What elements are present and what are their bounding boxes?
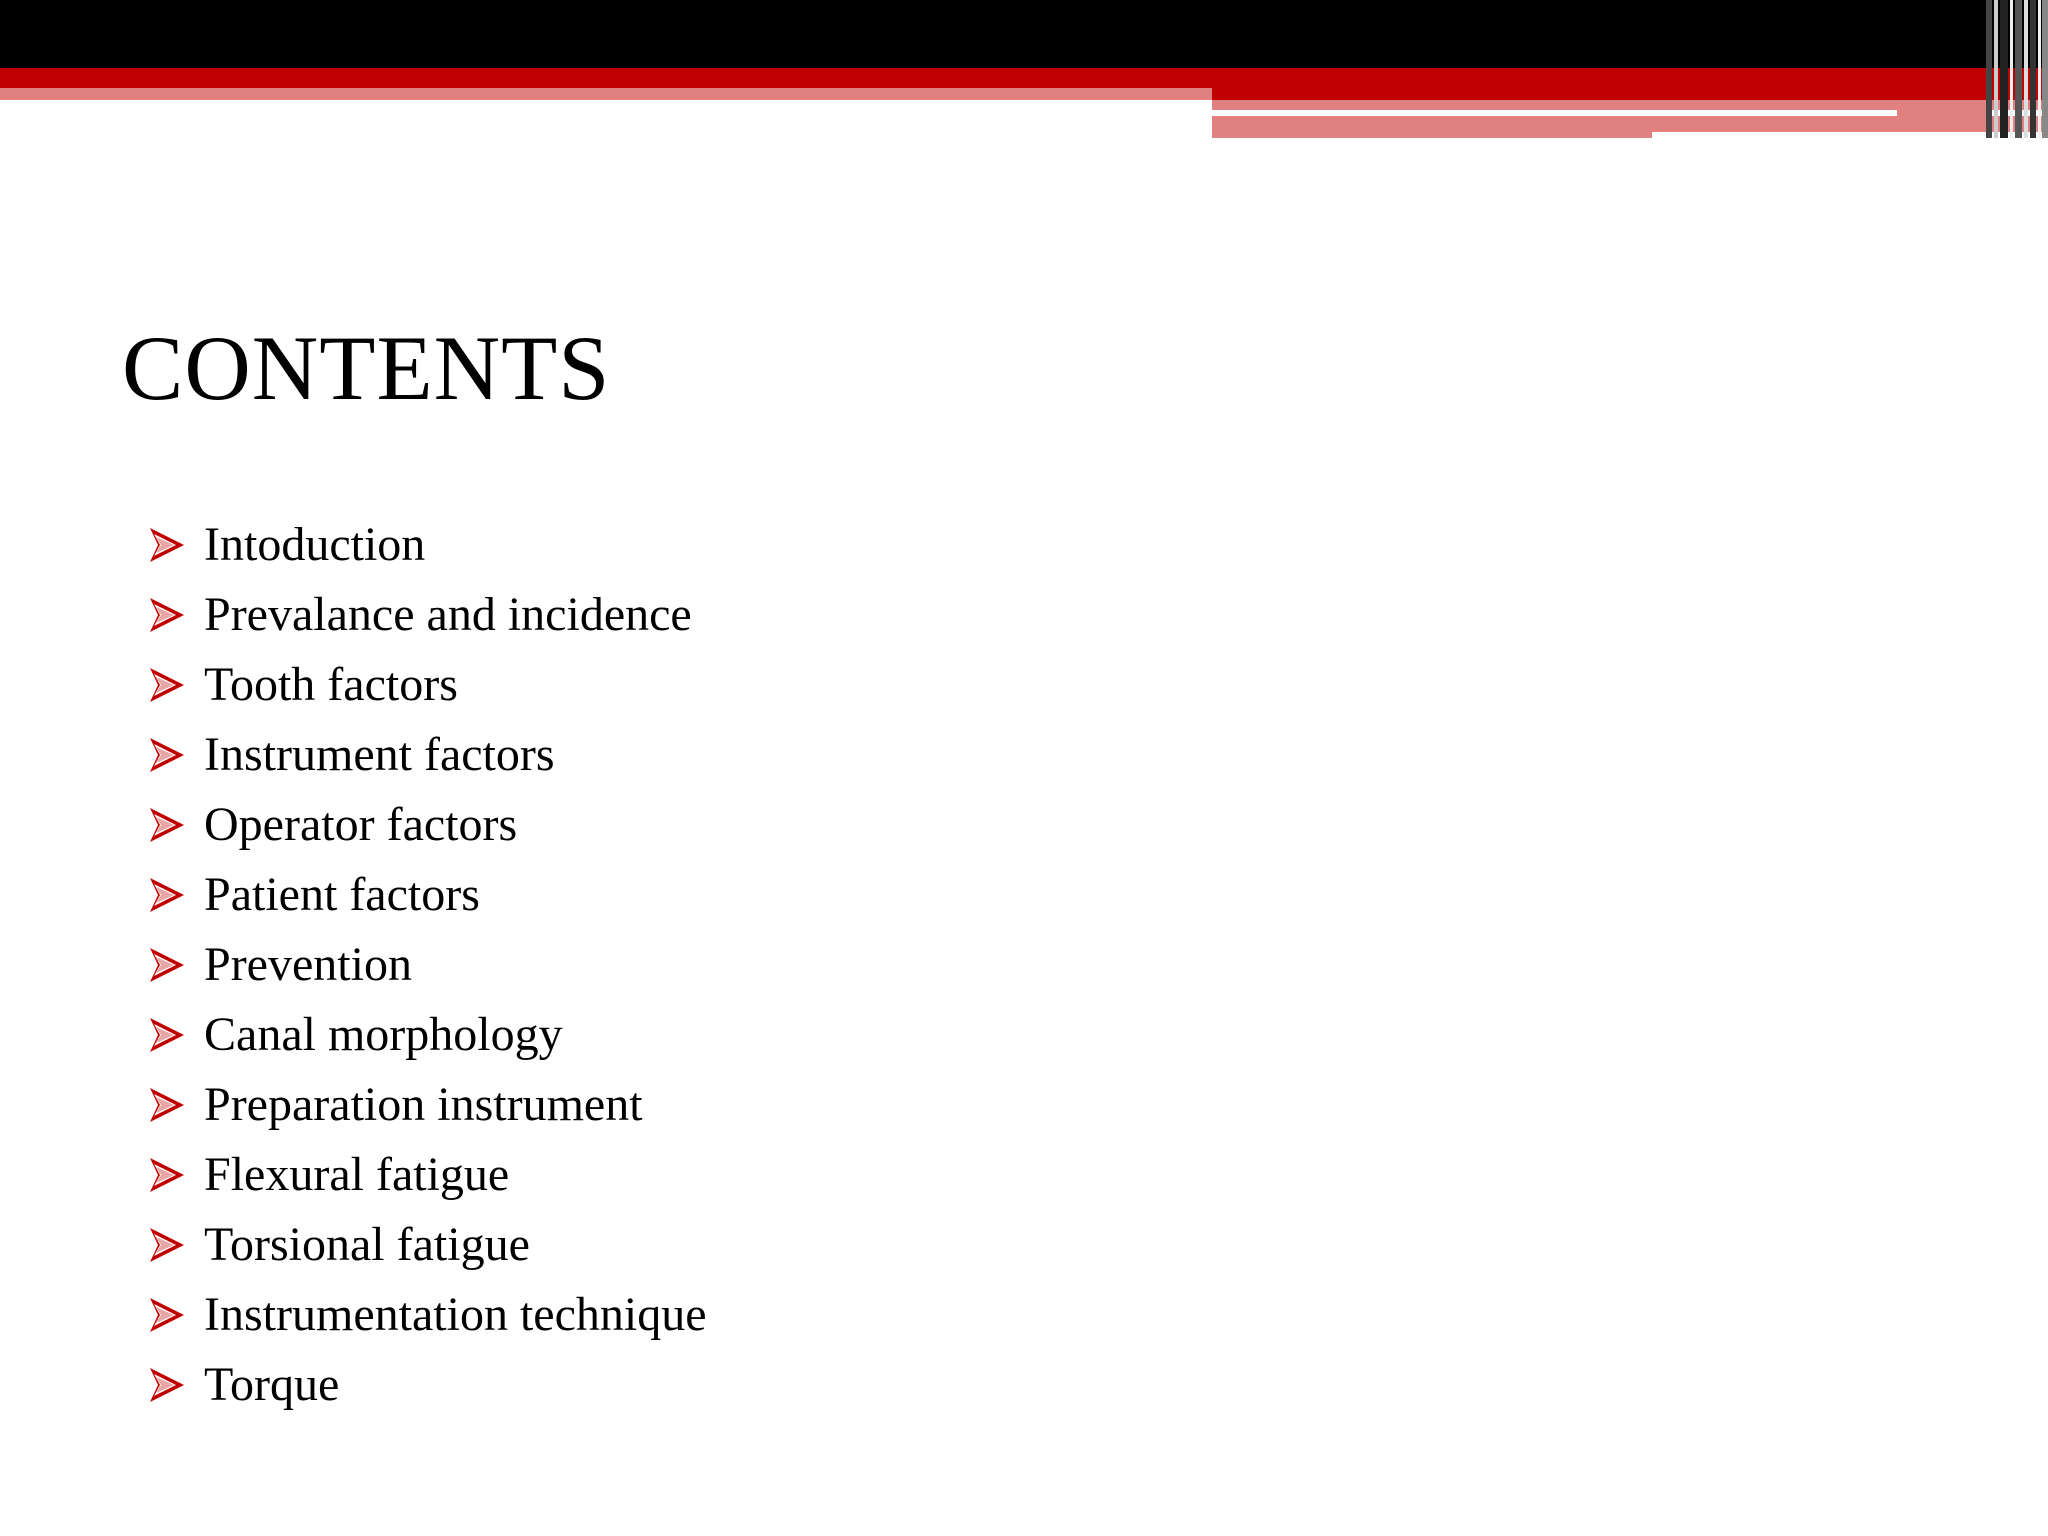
list-item	[148, 930, 707, 1000]
arrowhead-bullet-icon	[148, 1365, 186, 1405]
list-item	[148, 1000, 707, 1070]
list-item	[148, 720, 707, 790]
arrowhead-bullet-icon	[148, 1295, 186, 1335]
list-item	[148, 790, 707, 860]
slide-title: CONTENTS	[122, 317, 611, 419]
arrowhead-bullet-icon	[148, 1015, 186, 1055]
list-item-label: Torque	[204, 1358, 340, 1411]
list-item-label: Operator factors	[204, 798, 518, 851]
header-red-band-right	[1212, 68, 2048, 100]
list-item-label: Preparation instrument	[204, 1078, 643, 1131]
header-red-band	[0, 68, 1212, 88]
arrowhead-bullet-icon	[148, 875, 186, 915]
header-pink-band	[0, 88, 1212, 100]
list-item-label: Prevalance and incidence	[204, 588, 692, 641]
list-item-label: Canal morphology	[204, 1008, 563, 1061]
header-stripes	[1986, 0, 2048, 138]
list-item	[148, 1070, 707, 1140]
list-item-label: Tooth factors	[204, 658, 458, 711]
arrowhead-bullet-icon	[148, 595, 186, 635]
list-item	[148, 1350, 707, 1420]
list-item	[148, 1140, 707, 1210]
header-pink-band-right	[1212, 100, 2048, 110]
list-item-label: Flexural fatigue	[204, 1148, 510, 1201]
list-item	[148, 1210, 707, 1280]
header-black-band	[0, 0, 2048, 68]
list-item-label: Prevention	[204, 938, 412, 991]
arrowhead-bullet-icon	[148, 945, 186, 985]
arrowhead-bullet-icon	[148, 805, 186, 845]
contents-list	[148, 510, 707, 1420]
arrowhead-bullet-icon	[148, 665, 186, 705]
arrowhead-bullet-icon	[148, 1155, 186, 1195]
list-item	[148, 1280, 707, 1350]
list-item	[148, 580, 707, 650]
list-item	[148, 860, 707, 930]
list-item-label: Patient factors	[204, 868, 480, 921]
list-item-label: Torsional fatigue	[204, 1218, 530, 1271]
list-item-label: Instrument factors	[204, 728, 555, 781]
list-item-label: Intoduction	[204, 518, 426, 571]
list-item	[148, 510, 707, 580]
arrowhead-bullet-icon	[148, 1085, 186, 1125]
arrowhead-bullet-icon	[148, 1225, 186, 1265]
arrowhead-bullet-icon	[148, 735, 186, 775]
arrowhead-bullet-icon	[148, 525, 186, 565]
list-item	[148, 650, 707, 720]
list-item-label: Instrumentation technique	[204, 1288, 707, 1341]
